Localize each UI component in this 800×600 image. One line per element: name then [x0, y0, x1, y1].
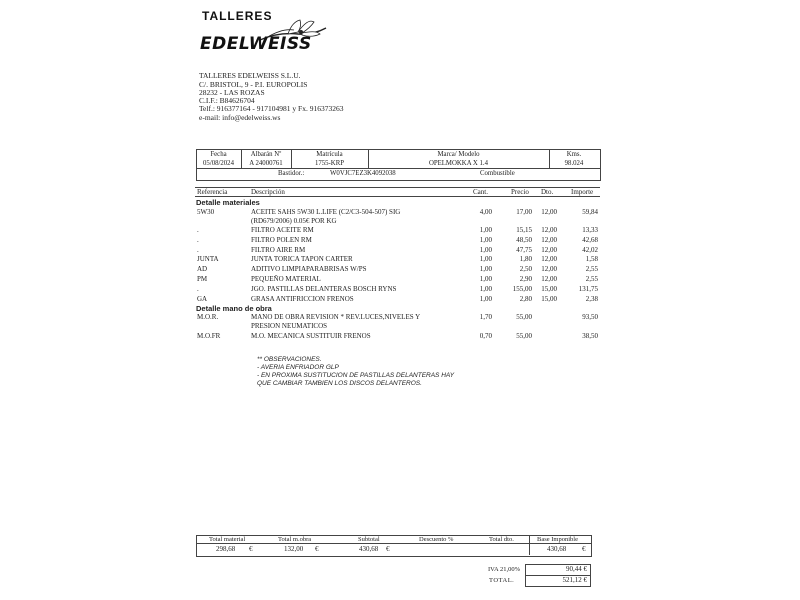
marca-label: Marca/ Modelo: [437, 151, 480, 158]
item-precio: 55,00: [516, 313, 532, 321]
item-desc-continued: (RD679/2006) 0.05€ POR KG: [251, 217, 337, 225]
item-dto: 12,00: [541, 208, 557, 216]
albaran-label: Albarán Nº: [250, 151, 282, 158]
euro-sign: €: [315, 545, 319, 553]
item-desc: JUNTA TORICA TAPON CARTER: [251, 255, 353, 264]
item-desc: MANO DE OBRA REVISION * REV.LUCES,NIVELES Y: [251, 313, 421, 321]
marca-value: OPELMOKKA X 1.4: [428, 160, 489, 167]
item-importe: 59,84: [582, 208, 598, 216]
observaciones-line: QUE CAMBIAR TAMBIEN LOS DISCOS DELANTEROS.: [257, 380, 422, 387]
mano-title: Detalle mano de obra: [196, 304, 272, 313]
item-desc: M.O. MECANICA SUSTITUIR FRENOS: [251, 332, 371, 340]
item-cant: 0,70: [479, 332, 492, 340]
item-cant: 1,70: [479, 313, 492, 321]
base-value: 430,68: [547, 545, 567, 553]
total-label: TOTAL.: [489, 577, 515, 584]
col-cant: Cant.: [473, 188, 488, 196]
item-importe: 1,58: [585, 255, 598, 264]
item-cant: 1,00: [479, 226, 492, 234]
item-ref: AD: [197, 265, 208, 274]
item-dto: 12,00: [541, 226, 557, 234]
bastidor-label: Bastidor.:: [278, 170, 305, 177]
logo-main-text: EDELWEISS: [200, 34, 312, 54]
item-importe: 2,38: [585, 294, 598, 303]
item-ref: M.O.FR: [197, 332, 221, 340]
subtotal-value: 430,68: [359, 545, 379, 553]
iva-value: 90,44 €: [566, 565, 587, 573]
total-value: 521,12 €: [562, 576, 587, 584]
item-precio: 2,50: [519, 265, 532, 274]
fecha-label: Fecha: [210, 151, 227, 158]
item-dto: 12,00: [541, 255, 557, 264]
observaciones-line: - AVERIA ENFRIADOR GLP: [257, 364, 339, 371]
item-ref: 5W30: [197, 208, 215, 216]
item-desc: FILTRO ACEITE RM: [251, 226, 314, 234]
item-ref: .: [197, 235, 199, 244]
item-dto: 12,00: [541, 235, 557, 244]
item-desc: PEQUEÑO MATERIAL: [251, 275, 321, 283]
company-address: C/. BRISTOL, 9 - P.I. EUROPOLIS: [199, 80, 308, 89]
item-importe: 2,55: [585, 265, 598, 274]
total-material-label: Total material: [209, 536, 246, 543]
item-cant: 4,00: [479, 208, 492, 216]
company-phone: Telf.: 916377164 - 917104981 y Fx. 916373263: [199, 104, 344, 113]
item-dto: 12,00: [541, 245, 557, 254]
base-label: Base Imponible: [537, 536, 578, 543]
item-desc: ACEITE SAHS 5W30 L.LIFE (C2/C3-504-507) SIG: [251, 208, 401, 216]
col-referencia: Referencia: [197, 188, 228, 196]
item-importe: 13,33: [582, 226, 598, 234]
item-ref: GA: [197, 294, 208, 303]
item-importe: 93,50: [582, 313, 598, 321]
item-cant: 1,00: [479, 284, 492, 293]
item-dto: 15,00: [541, 294, 557, 303]
item-dto: 12,00: [541, 275, 557, 283]
item-importe: 42,68: [582, 235, 598, 244]
item-ref: .: [197, 226, 199, 234]
item-importe: 2,55: [585, 275, 598, 283]
subtotal-label: Subtotal: [358, 536, 380, 543]
item-dto: 12,00: [541, 265, 557, 274]
item-desc: FILTRO AIRE RM: [251, 245, 306, 254]
bastidor-value: W0VJC7EZ3K4092038: [330, 170, 396, 177]
item-ref: .: [197, 245, 199, 254]
item-cant: 1,00: [479, 255, 492, 264]
logo-top-text: TALLERES: [202, 9, 273, 23]
totals-table: [196, 535, 592, 557]
item-importe: 131,75: [578, 284, 598, 293]
observaciones-line: - EN PROXIMA SUSTITUCION DE PASTILLAS DELANTERAS HAY: [257, 372, 455, 379]
combustible-label: Combustible: [480, 170, 515, 177]
item-precio: 2,80: [519, 294, 532, 303]
item-ref: JUNTA: [197, 255, 219, 264]
item-precio: 2,90: [519, 275, 532, 283]
item-desc: ADITIVO LIMPIAPARABRISAS W/PS: [251, 265, 367, 274]
company-email: e-mail: info@edelweiss.ws: [199, 113, 281, 122]
header-divider: [196, 168, 600, 169]
item-dto: 15,00: [541, 284, 557, 293]
company-city: 28232 - LAS ROZAS: [199, 88, 265, 97]
item-cant: 1,00: [479, 275, 492, 283]
item-precio: 1,80: [519, 255, 532, 264]
item-precio: 48,50: [516, 235, 532, 244]
item-ref: PM: [197, 275, 208, 283]
col-descripcion: Descripción: [251, 188, 285, 196]
item-cant: 1,00: [479, 235, 492, 244]
col-dto: Dto.: [541, 188, 554, 196]
matricula-value: 1755-KRP: [314, 160, 345, 167]
albaran-value: A 24000761: [249, 160, 283, 167]
euro-sign: €: [249, 545, 253, 553]
matricula-label: Matrícula: [316, 151, 343, 158]
item-importe: 38,50: [582, 332, 598, 340]
descuento-label: Descuento %: [419, 536, 454, 543]
total-material-value: 298,68: [216, 545, 236, 553]
kms-value: 98.024: [564, 160, 584, 167]
item-desc: JGO. PASTILLAS DELANTERAS BOSCH RYNS: [251, 284, 397, 293]
company-cif: C.I.F.: B84626704: [199, 96, 255, 105]
item-precio: 155,00: [512, 284, 532, 293]
observaciones-line: ** OBSERVACIONES.: [257, 356, 322, 363]
total-mobra-value: 132,00: [284, 545, 304, 553]
item-precio: 47,75: [516, 245, 532, 254]
total-mobra-label: Total m.obra: [278, 536, 312, 543]
euro-sign: €: [582, 545, 586, 553]
item-cant: 1,00: [479, 294, 492, 303]
col-precio: Precio: [511, 188, 529, 196]
company-name: TALLERES EDELWEISS S.L.U.: [199, 71, 301, 80]
item-desc: GRASA ANTIFRICCION FRENOS: [251, 294, 354, 303]
euro-sign: €: [386, 545, 390, 553]
materiales-title: Detalle materiales: [196, 198, 260, 207]
item-precio: 17,00: [516, 208, 532, 216]
item-desc: FILTRO POLEN RM: [251, 235, 312, 244]
item-ref: M.O.R.: [197, 313, 219, 321]
item-precio: 15,15: [516, 226, 532, 234]
kms-label: Kms.: [566, 151, 582, 158]
item-importe: 42,02: [582, 245, 598, 254]
fecha-value: 05/08/2024: [203, 160, 234, 167]
col-importe: Importe: [571, 188, 594, 196]
item-cant: 1,00: [479, 245, 492, 254]
item-ref: .: [197, 284, 199, 293]
item-cant: 1,00: [479, 265, 492, 274]
item-desc-continued: PRESION NEUMATICOS: [251, 322, 328, 330]
iva-label: IVA 21,00%: [488, 566, 521, 573]
item-precio: 55,00: [516, 332, 532, 340]
total-dto-label: Total dto.: [489, 536, 514, 543]
